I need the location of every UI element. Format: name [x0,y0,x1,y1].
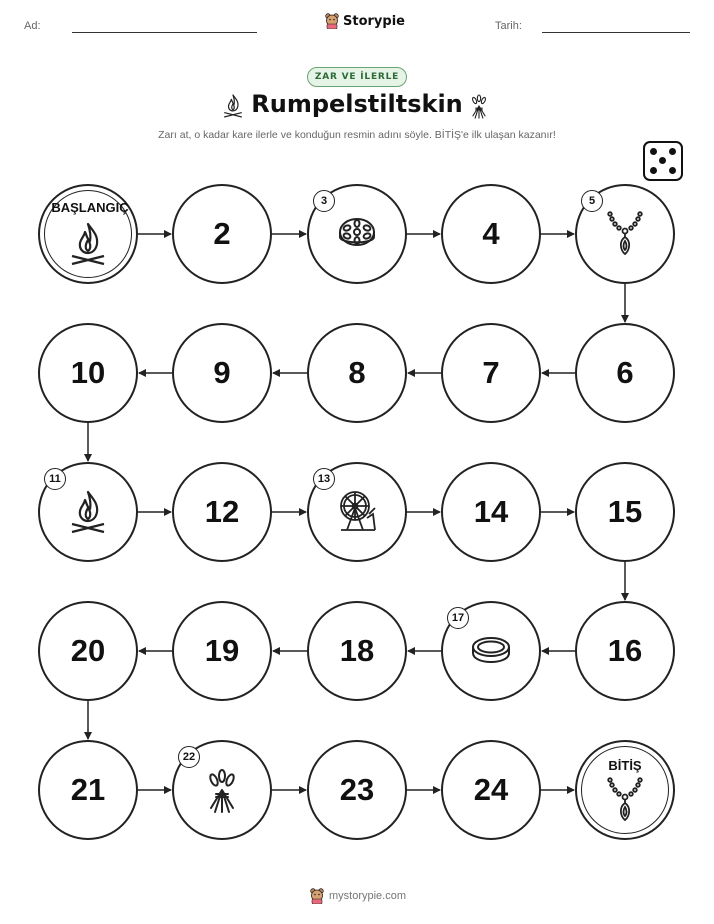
board-square [441,601,541,701]
board-square [441,462,541,562]
square-number: 20 [70,633,106,668]
board-square [172,184,272,284]
square-number: 2 [213,216,231,251]
board-square [307,601,407,701]
footer [310,888,406,904]
board-square [575,601,675,701]
square-number: 6 [616,355,634,390]
square-number: 19 [204,633,240,668]
square-number: 4 [482,216,500,251]
start-square [38,184,138,284]
board-square [38,740,138,840]
square-number: 16 [607,633,643,668]
square-number: 24 [473,772,509,807]
square-number-badge: 3 [313,190,335,212]
board-square [172,740,272,840]
finish-square [575,740,675,840]
activity-tag: ZAR VE İLERLE [307,67,407,87]
spinning-wheel-icon [337,488,377,536]
necklace-icon [605,776,645,824]
finish-label: BİTİŞ [608,758,642,773]
board-square [575,323,675,423]
date-label: Tarih: [495,20,522,32]
board-square [307,184,407,284]
board-square [575,184,675,284]
board-square [441,740,541,840]
campfire-icon [68,488,108,536]
coin-icon [337,210,377,258]
wheat-bundle-icon [202,766,242,814]
square-number: 23 [339,772,375,807]
square-number: 21 [70,772,106,807]
ring-icon [471,627,511,675]
campfire-icon [68,220,108,268]
page-title: Rumpelstiltskin [251,90,463,118]
board-square [172,462,272,562]
square-number: 18 [339,633,375,668]
board-square [575,462,675,562]
square-number: 12 [204,494,240,529]
square-number: 7 [482,355,500,390]
board-square [441,323,541,423]
square-number: 10 [70,355,106,390]
brand-name: Storypie [343,13,405,29]
footer-url: mystorypie.com [329,890,407,902]
board-square [38,601,138,701]
board-square [307,740,407,840]
start-label: BAŞLANGIÇ [51,200,129,215]
square-number-badge: 22 [178,746,200,768]
board-square [441,184,541,284]
board-square [38,462,138,562]
square-number: 15 [607,494,643,529]
board-square [172,601,272,701]
board-square [38,323,138,423]
square-number-badge: 11 [44,468,66,490]
square-number: 8 [348,355,366,390]
square-number: 14 [473,494,509,529]
square-number-badge: 17 [447,607,469,629]
board-square [172,323,272,423]
necklace-icon [605,210,645,258]
name-label: Ad: [24,20,41,32]
square-number-badge: 13 [313,468,335,490]
square-number-badge: 5 [581,190,603,212]
square-number: 9 [213,355,231,390]
instructions-text: Zarı at, o kadar kare ilerle ve konduğun resmin adını söyle. BİTİŞ'e ilk ulaşan kazanır! [158,129,556,141]
board-square [307,462,407,562]
bear-icon [310,888,324,904]
board-square [307,323,407,423]
